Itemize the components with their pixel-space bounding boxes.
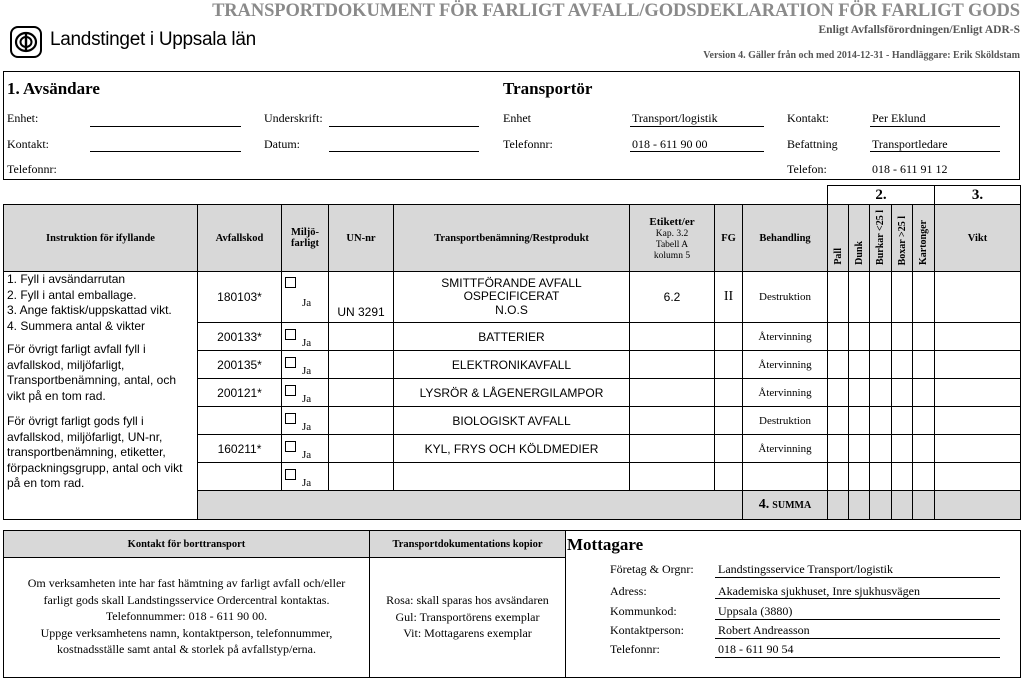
vikt-cell[interactable] bbox=[935, 272, 1021, 323]
vikt-cell[interactable] bbox=[935, 463, 1021, 491]
miljofarligt-checkbox[interactable] bbox=[285, 357, 296, 368]
col-avfallskod: Avfallskod bbox=[198, 205, 282, 272]
receiver-kontakt-line bbox=[715, 638, 1000, 639]
pall-cell[interactable] bbox=[828, 351, 849, 379]
receiver-tel-label: Telefonnr: bbox=[610, 642, 660, 656]
col-transportbenamning: Transportbenämning/Restprodukt bbox=[394, 205, 630, 272]
transportbenamning-cell: BIOLOGISKT AVFALL bbox=[394, 407, 630, 435]
col-dunk: Dunk bbox=[849, 205, 870, 272]
sender-telefonnr-label: Telefonnr: bbox=[7, 162, 57, 176]
etikett-cell: 6.2 bbox=[630, 272, 715, 323]
instruction-line: 4. Summera antal & vikter bbox=[7, 318, 146, 333]
transportbenamning-cell: BATTERIER bbox=[394, 323, 630, 351]
dunk-cell[interactable] bbox=[849, 323, 870, 351]
behandling-cell: Återvinning bbox=[743, 435, 828, 463]
fg-cell bbox=[715, 463, 743, 491]
kartonger-cell[interactable] bbox=[913, 272, 935, 323]
carrier-befattning-label: Befattning bbox=[787, 137, 838, 151]
pall-cell[interactable] bbox=[828, 463, 849, 491]
kartonger-cell[interactable] bbox=[913, 379, 935, 407]
burkar-cell[interactable] bbox=[870, 463, 892, 491]
receiver-foretag-value: Landstingsservice Transport/logistik bbox=[718, 562, 893, 576]
fg-cell: II bbox=[715, 272, 743, 323]
miljofarligt-checkbox[interactable] bbox=[285, 385, 296, 396]
behandling-cell: Destruktion bbox=[743, 407, 828, 435]
summa-vikt[interactable] bbox=[935, 491, 1021, 520]
contact-line: farligt gods skall Landstingsservice Ordercentral kontaktas. bbox=[43, 592, 330, 607]
fg-cell bbox=[715, 379, 743, 407]
miljofarligt-cell: Ja bbox=[282, 351, 329, 379]
receiver-heading: Mottagare bbox=[567, 535, 644, 554]
col-etikett: Etikett/er Kap. 3.2 Tabell A kolumn 5 bbox=[630, 205, 715, 272]
carrier-tel-line bbox=[630, 151, 764, 152]
burkar-cell[interactable] bbox=[870, 323, 892, 351]
kartonger-cell[interactable] bbox=[913, 463, 935, 491]
copies-body bbox=[370, 558, 566, 678]
sender-datum-field[interactable] bbox=[329, 151, 479, 152]
instruction-paragraph: För övrigt farligt gods fyll i avfallskod, miljöfarligt, UN-nr, transportbenämning, etiketter, förpackningsgrupp, antal och vikt på en tom rad. bbox=[7, 414, 183, 490]
boxar-cell[interactable] bbox=[892, 435, 913, 463]
transportbenamning-cell bbox=[394, 463, 630, 491]
etikett-cell bbox=[630, 463, 715, 491]
burkar-cell[interactable] bbox=[870, 272, 892, 323]
carrier-befattning-line bbox=[870, 151, 1000, 152]
col-burkar: Burkar <25 l bbox=[870, 205, 892, 272]
pall-cell[interactable] bbox=[828, 323, 849, 351]
vikt-cell[interactable] bbox=[935, 407, 1021, 435]
vikt-cell[interactable] bbox=[935, 351, 1021, 379]
fg-cell bbox=[715, 323, 743, 351]
summa-label: 4. SUMMA bbox=[743, 491, 828, 520]
etikett-cell bbox=[630, 351, 715, 379]
fg-cell bbox=[715, 435, 743, 463]
carrier-kontakt-line bbox=[870, 126, 1000, 127]
burkar-cell[interactable] bbox=[870, 407, 892, 435]
miljofarligt-cell: Ja bbox=[282, 435, 329, 463]
pall-cell[interactable] bbox=[828, 379, 849, 407]
behandling-cell bbox=[743, 463, 828, 491]
un-nr-cell bbox=[329, 323, 394, 351]
miljofarligt-checkbox[interactable] bbox=[285, 277, 296, 288]
carrier-kontakt-value: Per Eklund bbox=[872, 111, 926, 125]
col-fg: FG bbox=[715, 205, 743, 272]
un-nr-cell bbox=[329, 463, 394, 491]
boxar-cell[interactable] bbox=[892, 272, 913, 323]
avfallskod-cell: 160211* bbox=[198, 435, 282, 463]
miljofarligt-cell: Ja bbox=[282, 463, 329, 491]
kartonger-cell[interactable] bbox=[913, 435, 935, 463]
avfallskod-cell: 200135* bbox=[198, 351, 282, 379]
col-un-nr: UN-nr bbox=[329, 205, 394, 272]
sender-enhet-label: Enhet: bbox=[7, 111, 39, 125]
dunk-cell[interactable] bbox=[849, 435, 870, 463]
un-nr-cell bbox=[329, 435, 394, 463]
carrier-kontakt-label: Kontakt: bbox=[787, 111, 829, 125]
contact-line: Om verksamheten inte har fast hämtning av farligt avfall och/eller bbox=[27, 576, 346, 590]
boxar-cell[interactable] bbox=[892, 407, 913, 435]
vikt-cell[interactable] bbox=[935, 323, 1021, 351]
receiver-kommun-line bbox=[715, 619, 1000, 620]
document-subtitle: Enligt Avfallsförordningen/Enligt ADR-S bbox=[818, 24, 1020, 36]
sender-kontakt-field[interactable] bbox=[90, 151, 241, 152]
dunk-cell[interactable] bbox=[849, 407, 870, 435]
etikett-cell bbox=[630, 379, 715, 407]
un-nr-cell: UN 3291 bbox=[329, 272, 394, 323]
contact-line: Telefonnummer: 018 - 611 90 00. bbox=[105, 609, 268, 623]
boxar-cell[interactable] bbox=[892, 351, 913, 379]
contact-heading: Kontakt för borttransport bbox=[4, 531, 370, 558]
summa-kartonger[interactable] bbox=[913, 491, 935, 520]
col-pall: Pall bbox=[828, 205, 849, 272]
transportbenamning-cell: KYL, FRYS OCH KÖLDMEDIER bbox=[394, 435, 630, 463]
behandling-cell: Återvinning bbox=[743, 379, 828, 407]
receiver-kontakt-label: Kontaktperson: bbox=[610, 623, 684, 637]
document-title: TRANSPORTDOKUMENT FÖR FARLIGT AVFALL/GODSDEKLARATION FÖR FARLIGT GODS bbox=[212, 1, 1020, 21]
instruction-line: 2. Fyll i antal emballage. bbox=[7, 287, 137, 302]
behandling-cell: Återvinning bbox=[743, 323, 828, 351]
vikt-cell[interactable] bbox=[935, 435, 1021, 463]
avfallskod-cell bbox=[198, 463, 282, 491]
kartonger-cell[interactable] bbox=[913, 351, 935, 379]
sender-underskrift-field[interactable] bbox=[329, 126, 479, 127]
boxar-cell[interactable] bbox=[892, 463, 913, 491]
receiver-adress-value: Akademiska sjukhuset, Inre sjukhusvägen bbox=[718, 584, 920, 598]
avfallskod-cell: 180103* bbox=[198, 272, 282, 323]
receiver-tel-value: 018 - 611 90 54 bbox=[718, 642, 794, 656]
transportbenamning-cell: SMITTFÖRANDE AVFALL OSPECIFICERAT N.O.S bbox=[394, 272, 630, 323]
col-boxar: Boxar >25 l bbox=[892, 205, 913, 272]
contact-line: Uppge verksamhetens namn, kontaktperson, telefonnummer, bbox=[40, 625, 333, 640]
group-2-label: 2. bbox=[828, 186, 935, 205]
copies-heading: Transportdokumentations kopior bbox=[370, 531, 566, 558]
col-vikt: Vikt bbox=[935, 205, 1021, 272]
instruction-line: 3. Ange faktisk/uppskattad vikt. bbox=[7, 303, 172, 317]
sender-underskrift-label: Underskrift: bbox=[264, 111, 323, 125]
carrier-enhet-value: Transport/logistik bbox=[632, 111, 718, 125]
receiver-kommun-value: Uppsala (3880) bbox=[718, 604, 793, 618]
summa-burkar[interactable] bbox=[870, 491, 892, 520]
carrier-befattning-value: Transportledare bbox=[872, 137, 948, 151]
version-info: Version 4. Gäller från och med 2014-12-31 - Handläggare: Erik Sköldstam bbox=[703, 50, 1020, 61]
un-nr-cell bbox=[329, 351, 394, 379]
carrier-tel-value: 018 - 611 90 00 bbox=[632, 137, 708, 151]
vikt-cell[interactable] bbox=[935, 379, 1021, 407]
carrier-telefon-value: 018 - 611 91 12 bbox=[872, 162, 948, 176]
burkar-cell[interactable] bbox=[870, 435, 892, 463]
kartonger-cell[interactable] bbox=[913, 407, 935, 435]
receiver-kontakt-value: Robert Andreasson bbox=[718, 623, 810, 637]
copies-line: Rosa: skall sparas hos avsändaren bbox=[386, 593, 549, 607]
un-nr-cell bbox=[329, 407, 394, 435]
carrier-heading: Transportör bbox=[503, 79, 593, 98]
transportbenamning-cell: LYSRÖR & LÅGENERGILAMPOR bbox=[394, 379, 630, 407]
miljofarligt-checkbox[interactable] bbox=[285, 413, 296, 424]
carrier-enhet-label: Enhet bbox=[503, 111, 531, 125]
col-behandling: Behandling bbox=[743, 205, 828, 272]
dunk-cell[interactable] bbox=[849, 463, 870, 491]
receiver-adress-line bbox=[715, 598, 1000, 599]
dunk-cell[interactable] bbox=[849, 351, 870, 379]
miljofarligt-cell: Ja bbox=[282, 323, 329, 351]
instruction-line: 1. Fyll i avsändarrutan bbox=[7, 272, 126, 286]
summa-spacer bbox=[198, 491, 743, 520]
burkar-cell[interactable] bbox=[870, 379, 892, 407]
receiver-foretag-label: Företag & Orgnr: bbox=[610, 562, 694, 576]
sender-heading: 1. Avsändare bbox=[7, 79, 100, 98]
etikett-cell bbox=[630, 323, 715, 351]
carrier-telefon-label: Telefon: bbox=[787, 162, 827, 176]
instruction-paragraph: För övrigt farligt avfall fyll i avfallskod, miljöfarligt, Transportbenämning, antal, och vikt på en tom rad. bbox=[7, 342, 176, 403]
logo-icon bbox=[10, 26, 42, 58]
copies-line: Gul: Transportörens exemplar bbox=[395, 609, 540, 624]
miljofarligt-cell: Ja bbox=[282, 407, 329, 435]
pall-cell[interactable] bbox=[828, 407, 849, 435]
bottom-section bbox=[3, 530, 1021, 678]
contact-line: kostnadsställe samt antal & storlek på avfallstyp/erna. bbox=[57, 642, 316, 656]
summa-dunk[interactable] bbox=[849, 491, 870, 520]
boxar-cell[interactable] bbox=[892, 379, 913, 407]
receiver-tel-line bbox=[715, 657, 1000, 658]
avfallskod-cell: 200133* bbox=[198, 323, 282, 351]
avfallskod-cell bbox=[198, 407, 282, 435]
carrier-tel-label: Telefonnr: bbox=[503, 137, 553, 151]
organization-name: Landstinget i Uppsala län bbox=[50, 29, 256, 50]
fg-cell bbox=[715, 351, 743, 379]
receiver-kommun-label: Kommunkod: bbox=[610, 604, 677, 618]
col-kartonger: Kartonger bbox=[913, 205, 935, 272]
kartonger-cell[interactable] bbox=[913, 323, 935, 351]
col-miljofarligt: Miljö- farligt bbox=[282, 205, 329, 272]
avfallskod-cell: 200121* bbox=[198, 379, 282, 407]
un-nr-cell bbox=[329, 379, 394, 407]
sender-datum-label: Datum: bbox=[264, 137, 300, 151]
miljofarligt-cell: Ja bbox=[282, 379, 329, 407]
sender-enhet-field[interactable] bbox=[90, 126, 241, 127]
receiver-foretag-line bbox=[715, 577, 1000, 578]
pall-cell[interactable] bbox=[828, 435, 849, 463]
receiver-adress-label: Adress: bbox=[610, 584, 647, 598]
boxar-cell[interactable] bbox=[892, 323, 913, 351]
summa-pall[interactable] bbox=[828, 491, 849, 520]
copies-line: Vit: Mottagarens exemplar bbox=[403, 626, 532, 640]
miljofarligt-checkbox[interactable] bbox=[285, 329, 296, 340]
dunk-cell[interactable] bbox=[849, 379, 870, 407]
burkar-cell[interactable] bbox=[870, 351, 892, 379]
fg-cell bbox=[715, 407, 743, 435]
pall-cell[interactable] bbox=[828, 272, 849, 323]
miljofarligt-checkbox[interactable] bbox=[285, 469, 296, 480]
col-instruktion: Instruktion för ifyllande bbox=[4, 205, 198, 272]
contact-body bbox=[4, 558, 370, 678]
summa-boxar[interactable] bbox=[892, 491, 913, 520]
etikett-cell bbox=[630, 407, 715, 435]
behandling-cell: Destruktion bbox=[743, 272, 828, 323]
miljofarligt-cell: Ja bbox=[282, 272, 329, 323]
instructions-text bbox=[7, 272, 195, 492]
transportbenamning-cell: ELEKTRONIKAVFALL bbox=[394, 351, 630, 379]
behandling-cell: Återvinning bbox=[743, 351, 828, 379]
group-3-label: 3. bbox=[935, 186, 1021, 205]
dunk-cell[interactable] bbox=[849, 272, 870, 323]
sender-kontakt-label: Kontakt: bbox=[7, 137, 49, 151]
etikett-cell bbox=[630, 435, 715, 463]
miljofarligt-checkbox[interactable] bbox=[285, 441, 296, 452]
carrier-enhet-line bbox=[630, 126, 764, 127]
